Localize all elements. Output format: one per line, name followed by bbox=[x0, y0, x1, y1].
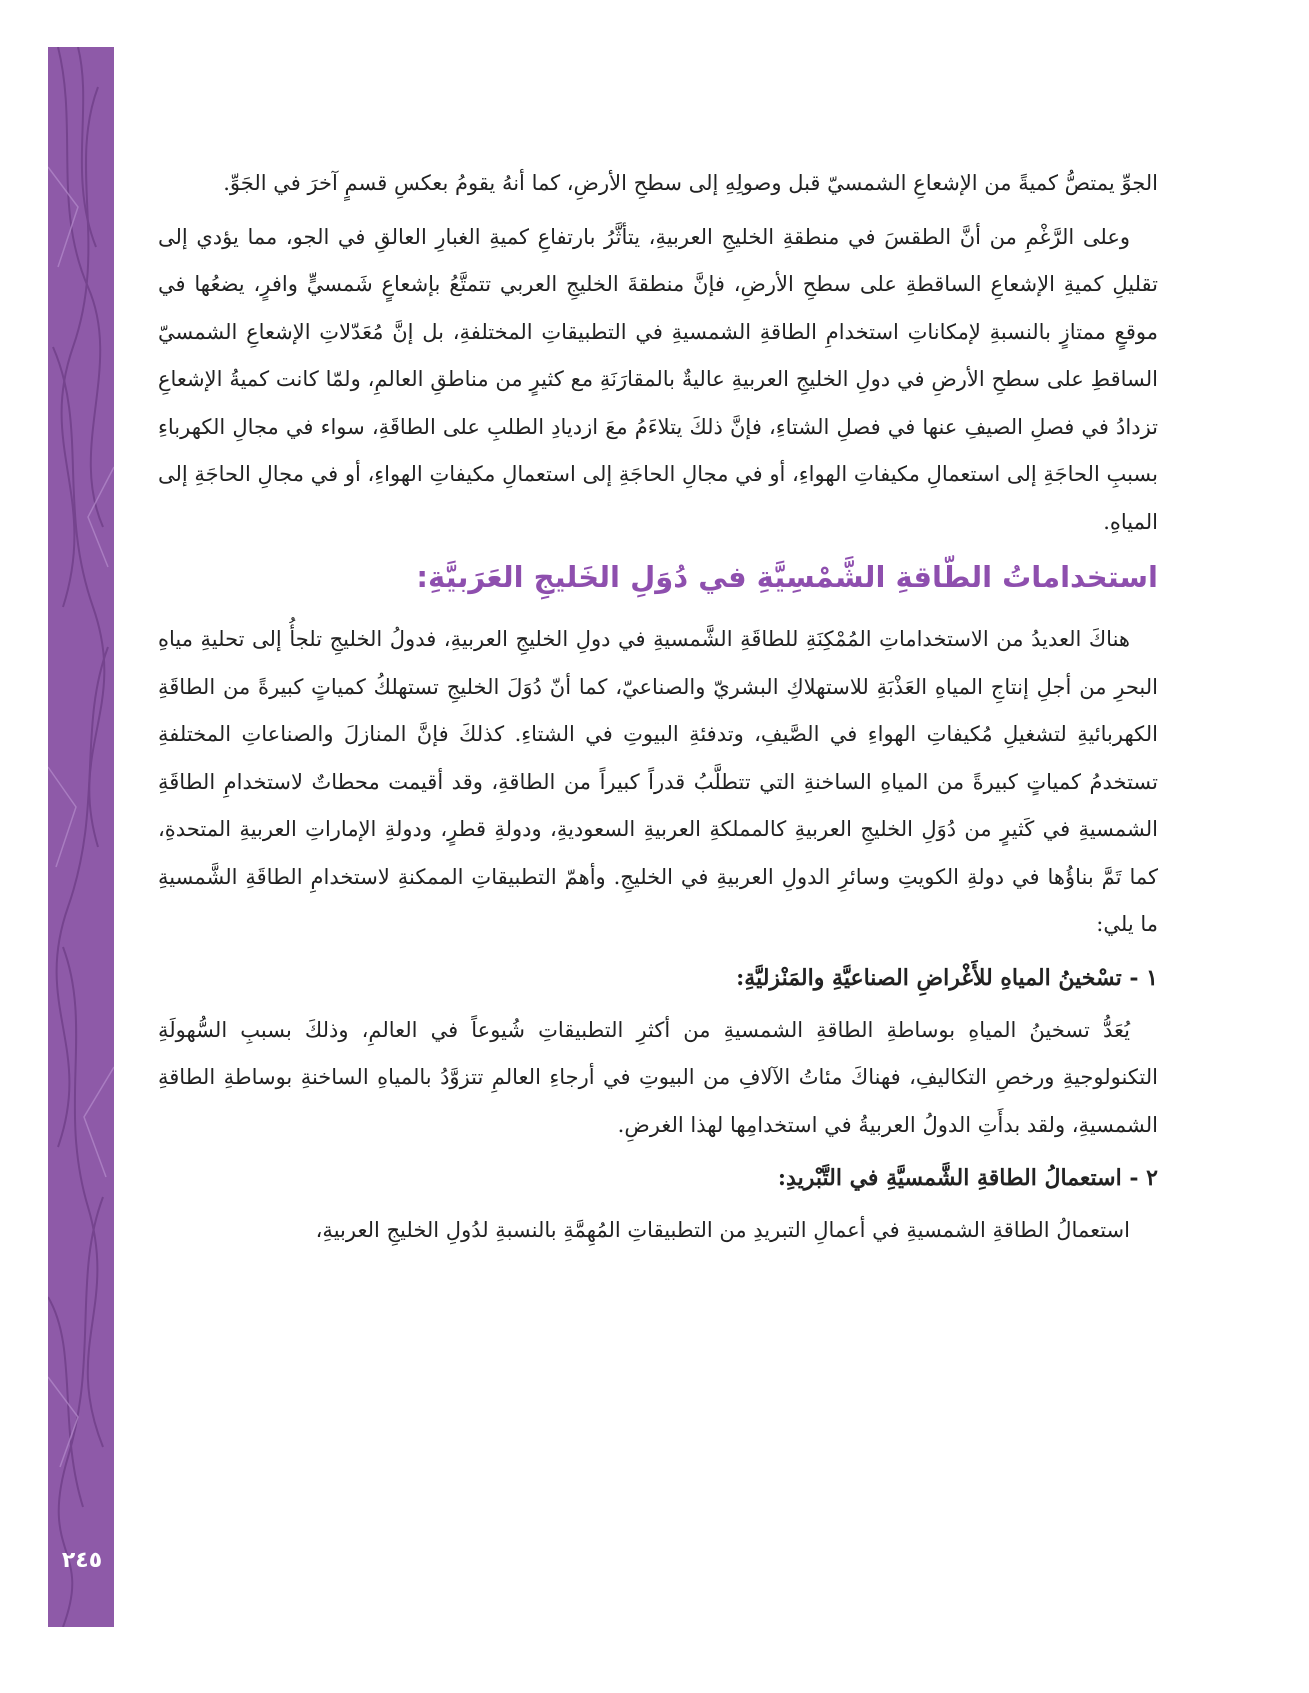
section-heading-solar-uses: استخداماتُ الطّاقةِ الشَّمْسِيَّةِ في دُوَلِ الخَليجِ العَرَبيَّةِ: bbox=[416, 560, 1158, 594]
page-content bbox=[158, 160, 1158, 1261]
subheading-water-heating: ١ - تسْخينُ المياهِ للأَغْراضِ الصناعيَّةِ والمَنْزليَّةِ: bbox=[736, 964, 1158, 991]
paragraph-solar-uses: هناكَ العديدُ من الاستخداماتِ المُمْكِنَةِ للطاقَةِ الشَّمسيةِ في دولِ الخليجِ العربيةِ، فدولُ الخليجِ تلجأُ إلى تحليةِ مياهِ البحرِ من أجلِ إنتاجِ المياهِ العَذْبَةِ للاستهلاكِ البشريّ والصناعيّ، كما أنّ دُوَلَ الخليجِ تستهلكُ كمياتٍ كبيرةً من الطاقَةِ الكهربائيةِ لتشغيلِ مُكيفاتِ الهواءِ في الصَّيفِ، وتدفئةِ البيوتِ في الشتاءِ. كذلكَ فإنَّ المنازلَ والصناعاتِ المختلفةِ تستخدمُ كمياتٍ كبيرةً من المياهِ الساخنةِ التي تتطلَّبُ قدراً كبيراً من الطاقةِ، وقد أقيمت محطاتٌ لاستخدامِ الطاقَةِ الشمسيةِ في كَثيرٍ من دُوَلِ الخليجِ العربيةِ كالمملكةِ العربيةِ السعوديةِ، ودولةِ قطرٍ، ودولةِ الإماراتِ العربيةِ المتحدةِ، كما تَمَّ بناؤُها في دولةِ الكويتِ وسائرِ الدولِ العربيةِ في الخليجِ. وأهمّ التطبيقاتِ الممكنةِ لاستخدامِ الطاقَةِ الشَّمسيةِ ما يلي: bbox=[158, 627, 1158, 936]
decorative-lines bbox=[48, 47, 114, 1627]
decorative-side-band bbox=[48, 47, 114, 1627]
page-number: ٢٤٥ bbox=[61, 1548, 103, 1573]
paragraph-intro-continuation: الجوِّ يمتصُّ كميةً من الإشعاعِ الشمسيّ قبل وصولِهِ إلى سطحِ الأرضِ، كما أنهُ يقومُ بعكسِ قسمٍ آخرَ في الجَوِّ. bbox=[223, 171, 1158, 195]
paragraph-cooling: استعمالُ الطاقةِ الشمسيةِ في أعمالِ التبريدِ من التطبيقاتِ المُهِمَّةِ بالنسبةِ لدُولِ الخليجِ العربيةِ، bbox=[315, 1218, 1130, 1242]
subheading-cooling: ٢ - استعمالُ الطاقةِ الشَّمسيَّةِ في التَّبْريدِ: bbox=[777, 1165, 1158, 1191]
paragraph-water-heating: يُعَدُّ تسخينُ المياهِ بوساطةِ الطاقةِ الشمسيةِ من أكثرِ التطبيقاتِ شُيوعاً في العالمِ، وذلكَ بسببِ السُّهولَةِ التكنولوجيةِ ورخصِ التكاليفِ، فهناكَ مئاتُ الآلافِ من البيوتِ في أرجاءِ العالمِ تتزوَّدُ بالمياهِ الساخنةِ بوساطةِ الطاقةِ الشمسيةِ، ولقد بدأَتِ الدولُ العربيةُ في استخدامِها لهذا الغرضِ. bbox=[158, 1017, 1158, 1137]
paragraph-gulf-radiation: وعلى الرَّغْمِ من أنَّ الطقسَ في منطقةِ الخليجِ العربيةِ، يتأثَّرُ بارتفاعِ كميةِ الغبارِ العالقِ في الجو، مما يؤدي إلى تقليلِ كميةِ الإشعاعِ الساقطةِ على سطحِ الأرضِ، فإنَّ منطقةَ الخليجِ العربي تتمتَّعُ بإشعاعٍ شَمسيٍّ وافرٍ، يضعُها في موقعٍ ممتازٍ بالنسبةِ لإمكاناتِ استخدامِ الطاقةِ الشمسيةِ في التطبيقاتِ المختلفةِ، بل إنَّ مُعَدّلاتِ الإشعاعِ الشمسيّ الساقطِ على سطحِ الأرضِ في دولِ الخليجِ العربيةِ عاليةٌ بالمقارَنَةِ مع كثيرٍ من مناطقِ العالمِ، ولمّا كانت كميةُ الإشعاعِ تزدادُ في فصلِ الصيفِ عنها في فصلِ الشتاءِ، فإنَّ ذلكَ يتلاءَمُ معَ ازديادِ الطلبِ على الطاقَةِ، سواء في مجالِ الكهرباءِ بسببِ الحاجَةِ إلى استعمالِ مكيفاتِ الهواءِ، أو في مجالِ الحاجَةِ إلى استعمالِ مكيفاتِ الهواءِ، أو في مجالِ الحاجَةِ إلى المياهِ. bbox=[158, 224, 1158, 534]
